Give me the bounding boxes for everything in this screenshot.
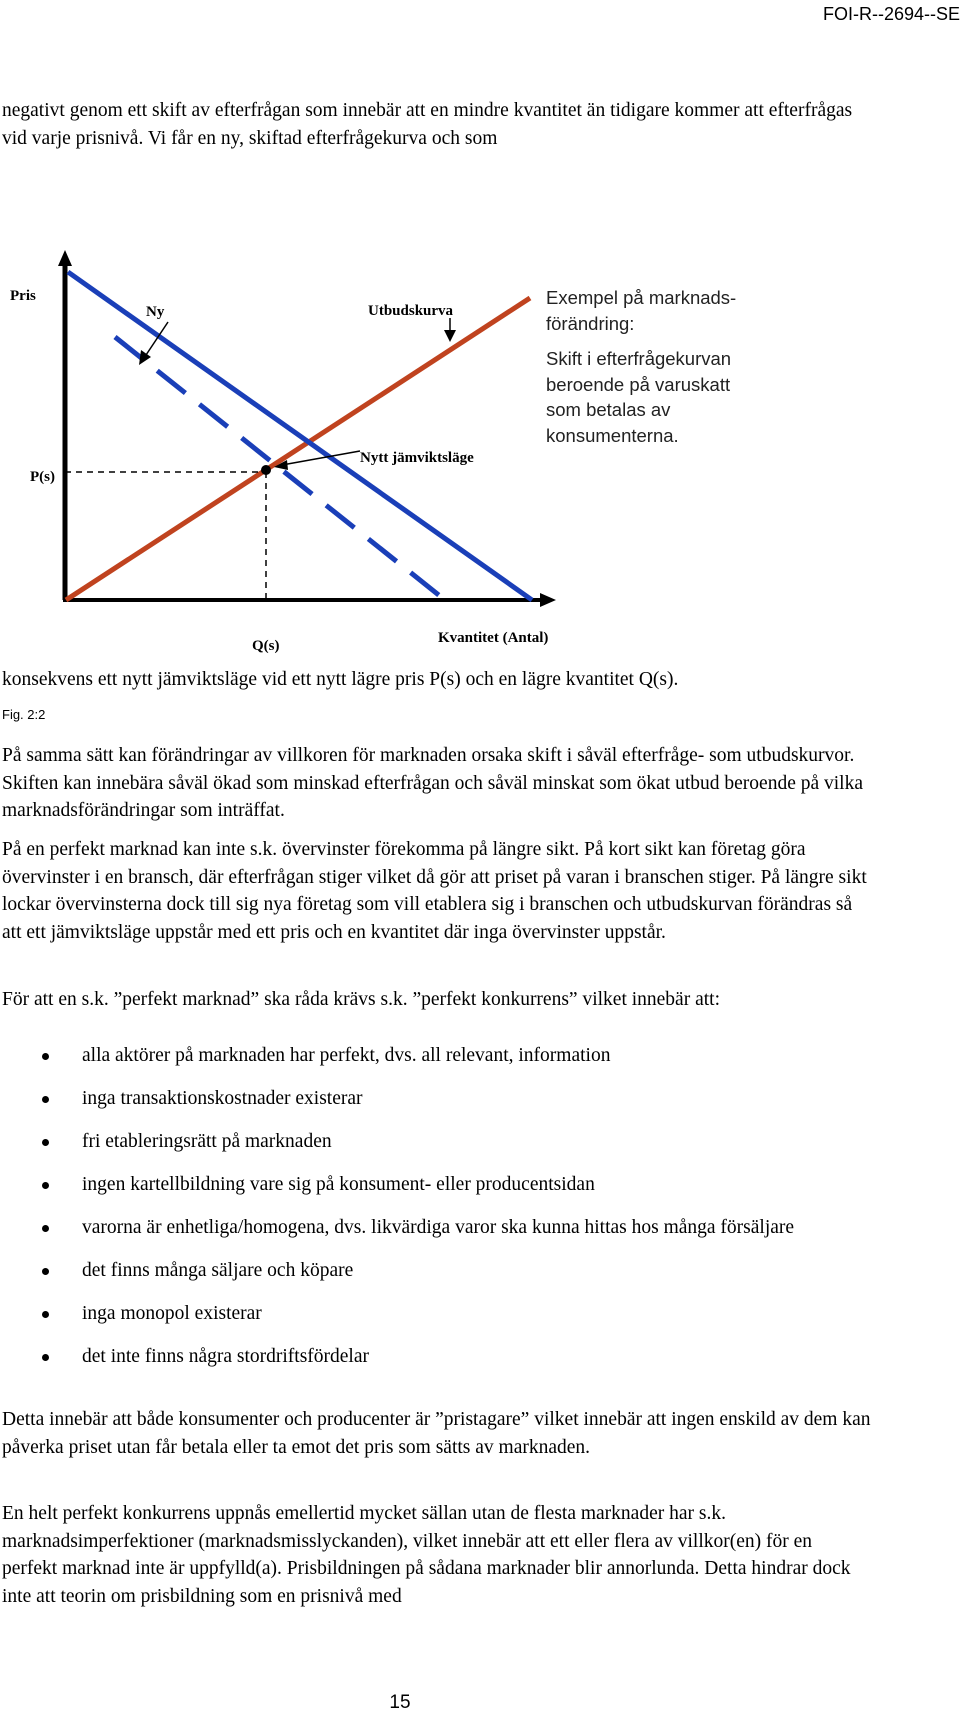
bullet-icon: [42, 1311, 49, 1318]
nytt-jamviktslage-label: Nytt jämviktsläge: [360, 450, 474, 466]
paragraph-1: På samma sätt kan förändringar av villkoren för marknaden orsaka skift i såväl efterfråge- som utbudskurvor. Skiften kan innebära såväl ökad som minskad efterfrågan och såväl minskat som ökat utbud beroende på vilka marknadsförändringar som inträffat.: [2, 745, 863, 821]
side-body: Skift i efterfrågekurvan beroende på varuskatt som betalas av konsumenterna.: [546, 348, 732, 446]
bullet-icon: [42, 1354, 49, 1361]
side-heading: Exempel på marknads-förändring:: [546, 287, 737, 334]
kvantitet-label: Kvantitet (Antal): [438, 630, 549, 646]
supply-curve: [66, 298, 530, 600]
closing-paragraph-2: En helt perfekt konkurrens uppnås emellertid mycket sällan utan de flesta marknader har s.k. marknadsimperfektioner (marknadsmisslyckanden), vilket innebär att ett eller flera av villkor(en) för en perfekt marknad inte är uppfylld(a). Prisbildningen på sådana marknader blir annorlunda. Detta hindrar dock inte att teorin om prisbildning som en prisnivå med: [2, 1503, 851, 1607]
bullet-icon: [42, 1225, 49, 1232]
utbud-pointer-head: [444, 330, 456, 342]
ps-label: P(s): [30, 469, 55, 485]
pris-label: Pris: [10, 288, 36, 304]
figure-side-text: [546, 285, 746, 458]
list-item: varorna är enhetliga/homogena, dvs. likvärdiga varor ska kunna hittas hos många försäljare: [0, 1214, 900, 1241]
bullet-icon: [42, 1053, 49, 1060]
utbudskurva-label: Utbudskurva: [368, 303, 454, 319]
closing-paragraph-1: Detta innebär att både konsumenter och producenter är ”pristagare” vilket innebär att ingen enskild av dem kan påverka priset utan får betala eller ta emot det pris som sätts av marknaden.: [2, 1409, 871, 1458]
paragraph-3: För att en s.k. ”perfekt marknad” ska råda krävs s.k. ”perfekt konkurrens” vilket innebär att:: [2, 989, 720, 1010]
list-item: fri etableringsrätt på marknaden: [0, 1128, 900, 1155]
list-item: inga transaktionskostnader existerar: [0, 1085, 900, 1112]
list-item: ingen kartellbildning vare sig på konsument- eller producentsidan: [0, 1171, 900, 1198]
supply-demand-diagram: [0, 240, 620, 660]
page-number: 15: [389, 1692, 411, 1713]
bullet-icon: [42, 1268, 49, 1275]
requirements-list: [0, 1042, 900, 1386]
list-item: inga monopol existerar: [0, 1300, 900, 1327]
equilibrium-point: [261, 465, 271, 475]
list-item: alla aktörer på marknaden har perfekt, dvs. all relevant, information: [0, 1042, 900, 1069]
ny-label: Ny: [146, 304, 165, 320]
document-id: FOI-R--2694--SE: [822, 4, 960, 24]
ny-pointer-head: [139, 350, 151, 365]
figure-caption: Fig. 2:2: [2, 707, 46, 722]
bullet-icon: [42, 1139, 49, 1146]
bullet-icon: [42, 1182, 49, 1189]
list-item: det finns många säljare och köpare: [0, 1257, 900, 1284]
new-demand-curve: [115, 337, 445, 600]
after-figure-text: konsekvens ett nytt jämviktsläge vid ett nytt lägre pris P(s) och en lägre kvantitet Q(s).: [2, 669, 679, 690]
list-item: det inte finns några stordriftsfördelar: [0, 1343, 900, 1370]
bullet-icon: [42, 1096, 49, 1103]
intro-paragraph: negativt genom ett skift av efterfrågan som innebär att en mindre kvantitet än tidigare kommer att efterfrågas vid varje prisnivå. Vi får en ny, skiftad efterfrågekurva och som: [2, 100, 853, 149]
x-axis-arrow: [540, 593, 556, 607]
y-axis-arrow: [58, 250, 72, 266]
qs-label: Q(s): [252, 638, 280, 654]
paragraph-2: På en perfekt marknad kan inte s.k. övervinster förekomma på längre sikt. På kort sikt kan företag göra övervinster i en bransch, där efterfrågan stiger vilket då gör att priset på varan i branschen stiger. På längre sikt lockar övervinsterna dock till sig nya företag som vill etablera sig i branschen och utbudskurvan förändras så att ett jämviktsläge uppstår med ett pris och en kvantitet där inga övervinster uppstår.: [2, 839, 867, 943]
